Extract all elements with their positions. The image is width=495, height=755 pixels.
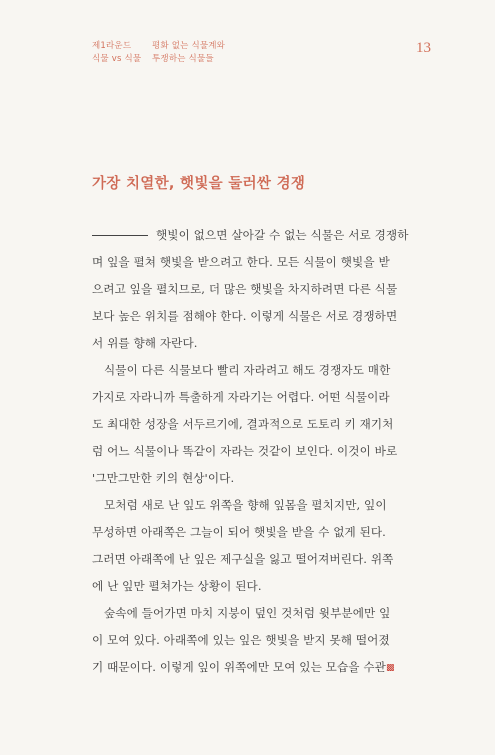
running-head-chapter [92,40,141,66]
body-line: 모처럼 새로 난 잎도 위쪽을 향해 잎몸을 펼치지만, 잎이 [104,498,387,512]
body-line: 무성하면 아래쪽은 그늘이 되어 햇빛을 받을 수 없게 된다. [92,525,386,539]
body-line: '그만그만한 키의 현상'이다. [92,471,235,485]
continuation-mark: ▩ [385,662,395,673]
body-line: 럼 어느 식물이나 똑같이 자라는 것같이 보인다. 이것이 바로 [92,444,398,458]
body-line: 도 최대한 성장을 서두르기에, 결과적으로 도토리 키 재기처 [92,417,394,431]
body-line: 으려고 잎을 펼치므로, 더 많은 햇빛을 차지하려면 다른 식물 [92,282,398,296]
running-head-chapter-line: 식물 vs 식물 [92,54,142,64]
body-text [92,222,432,681]
body-line: 이 모여 있다. 아래쪽에 있는 잎은 햇빛을 받지 못해 떨어졌 [92,633,390,647]
running-head-section-line: 투쟁하는 식물들 [152,54,214,64]
body-line: 그러면 아래쪽에 난 잎은 제구실을 잃고 떨어져버린다. 위쪽 [92,552,394,566]
body-line: 서 위를 향해 자란다. [92,336,198,350]
body-line [92,654,432,681]
section-title: 가장 치열한, 햇빛을 둘러싼 경쟁 [92,176,306,192]
body-line-text: 햇빛이 없으면 살아갈 수 없는 식물은 서로 경쟁하 [156,228,409,242]
page-number: 13 [416,40,431,56]
body-line: 숲속에 들어가면 마치 지붕이 덮인 것처럼 윗부분에만 잎 [104,606,391,620]
running-head-section-line: 평화 없는 식물계와 [152,41,226,51]
body-line: 며 잎을 펼쳐 햇빛을 받으려고 한다. 모든 식물이 햇빛을 받 [92,255,390,269]
body-line: 보다 높은 위치를 점해야 한다. 이렇게 식물은 서로 경쟁하면 [92,309,398,323]
em-dash-rule [92,235,148,236]
body-line: 가지로 자라니까 특출하게 자라기는 어렵다. 어떤 식물이라 [92,390,390,404]
running-head-section [152,40,225,66]
body-line-text: 기 때문이다. 이렇게 잎이 위쪽에만 모여 있는 모습을 수관 [92,660,386,674]
body-line: 식물이 다른 식물보다 빨리 자라려고 해도 경쟁자도 매한 [104,363,391,377]
body-line [92,222,432,249]
body-line: 에 난 잎만 펼쳐가는 상황이 된다. [92,579,262,593]
running-head-chapter-line: 제1라운드 [92,41,132,51]
